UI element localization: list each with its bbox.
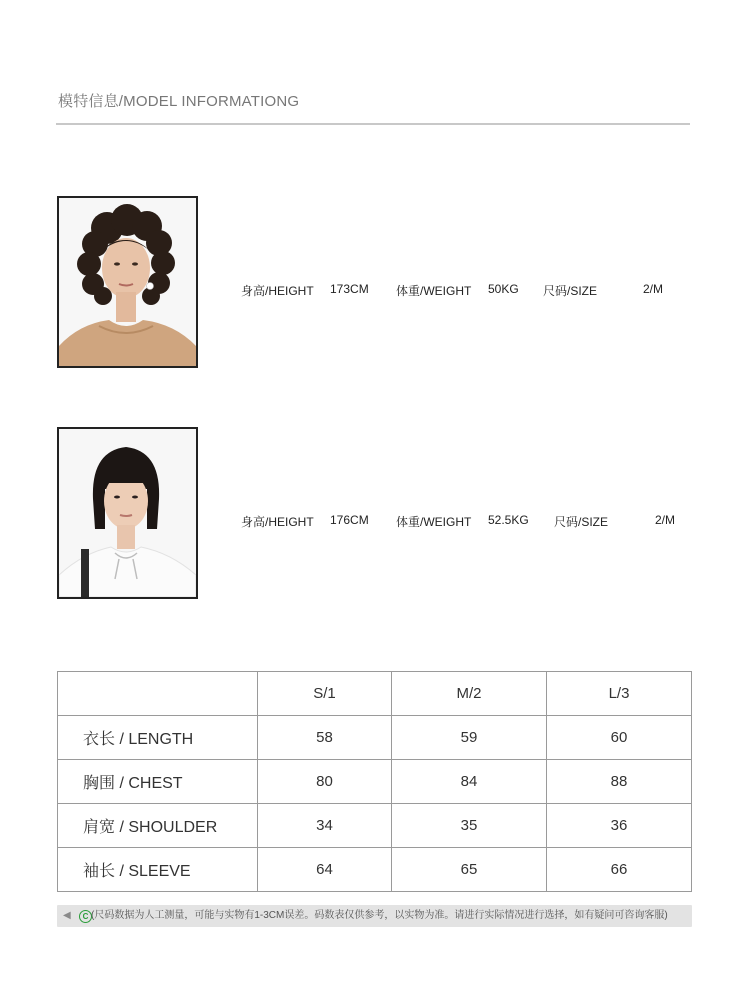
table-cell: 36 [547, 804, 692, 848]
model-1-height-label: 身高/HEIGHT [241, 284, 314, 298]
table-cell: 65 [392, 848, 547, 892]
table-cell: 66 [547, 848, 692, 892]
model-1-weight-label: 体重/WEIGHT [396, 284, 472, 298]
table-cell: 88 [547, 760, 692, 804]
model-2-weight-label: 体重/WEIGHT [396, 515, 472, 529]
table-cell: 60 [547, 716, 692, 760]
model-1-weight-value: 50KG [488, 282, 519, 296]
model-2-height-label: 身高/HEIGHT [241, 515, 314, 529]
table-row [58, 716, 692, 760]
row-label-sleeve: 袖长 / SLEEVE [58, 848, 258, 892]
copyright-icon: C [79, 910, 92, 923]
table-header-size-l: L/3 [547, 672, 692, 716]
triangle-left-icon: ◀ [63, 910, 71, 921]
table-header-size-s: S/1 [258, 672, 392, 716]
size-chart-table [57, 671, 692, 892]
model-2-height-value: 176CM [330, 513, 369, 527]
row-label-shoulder: 肩宽 / SHOULDER [58, 804, 258, 848]
header-divider [56, 123, 690, 125]
model-1-height-value: 173CM [330, 282, 369, 296]
model-2-size-value: 2/M [655, 513, 676, 527]
table-cell: 80 [258, 760, 392, 804]
model-2-weight-value: 52.5KG [488, 513, 529, 527]
table-row [58, 760, 692, 804]
model-photo-1 [57, 196, 198, 368]
model-1-size-value: 2/M [643, 282, 664, 296]
table-row [58, 848, 692, 892]
model-2-size-label: 尺码/SIZE [554, 515, 609, 529]
size-disclaimer-bar [57, 905, 692, 927]
table-cell: 58 [258, 716, 392, 760]
section-title: 模特信息/MODEL INFORMATIONG [58, 93, 300, 110]
table-cell: 59 [392, 716, 547, 760]
model-portrait-curly-hair [59, 198, 196, 366]
row-label-length: 衣长 / LENGTH [58, 716, 258, 760]
table-cell: 64 [258, 848, 392, 892]
row-label-chest: 胸围 / CHEST [58, 760, 258, 804]
table-cell: 35 [392, 804, 547, 848]
table-cell: 84 [392, 760, 547, 804]
table-cell: 34 [258, 804, 392, 848]
model-portrait-bob-hair [59, 429, 196, 597]
model-1-size-label: 尺码/SIZE [543, 284, 598, 298]
model-photo-2 [57, 427, 198, 599]
size-disclaimer-text: (尺码数据为人工测量，可能与实物有1-3CM误差。码数表仅供参考，以实物为准。请进行实际情况进行选择，如有疑问可咨询客服) [91, 910, 668, 921]
table-row [58, 804, 692, 848]
table-header-corner [58, 672, 258, 716]
table-header-size-m: M/2 [392, 672, 547, 716]
table-header-row [58, 672, 692, 716]
